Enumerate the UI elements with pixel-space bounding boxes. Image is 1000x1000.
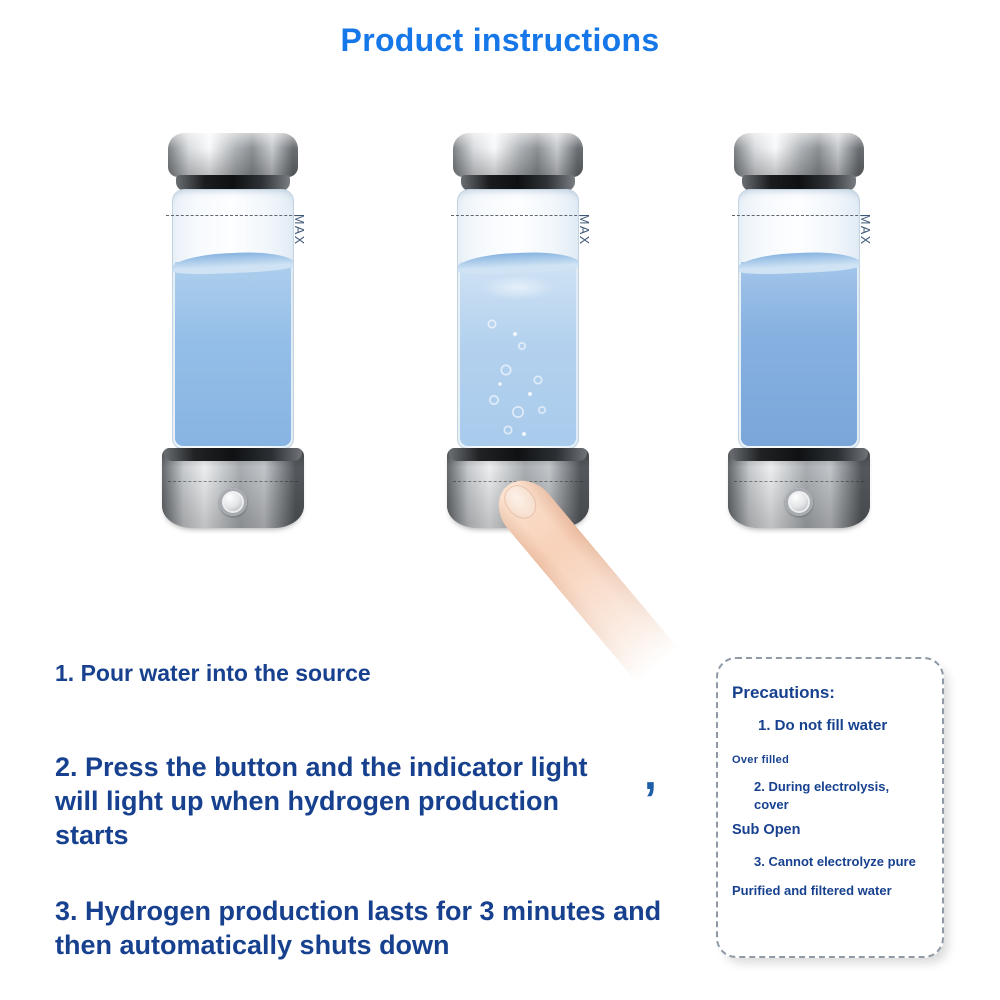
bottle-glass-body — [172, 189, 294, 449]
max-label: MAX — [858, 214, 872, 246]
precaution-line-purified: Purified and filtered water — [732, 883, 892, 899]
precautions-box — [716, 657, 944, 958]
bottle-glass-body — [738, 189, 860, 449]
water-fill-bubbling — [460, 262, 576, 446]
bottle-1 — [160, 128, 306, 530]
instruction-step-1: 1. Pour water into the source — [55, 660, 371, 686]
instruction-step-3: 3. Hydrogen production lasts for 3 minutes and then automatically shuts down — [55, 896, 662, 961]
water-fill — [741, 262, 857, 446]
precaution-line-2: 2. During electrolysis, cover — [754, 779, 890, 812]
fingernail — [498, 479, 543, 525]
instruction-step-2: 2. Press the button and the indicator light will light up when hydrogen production starts — [55, 752, 588, 851]
precaution-line-sub-open: Sub Open — [732, 822, 801, 839]
power-button-icon — [219, 488, 247, 516]
max-label: MAX — [292, 214, 306, 246]
max-fill-dashed-line — [732, 215, 868, 216]
power-button-icon — [785, 488, 813, 516]
max-fill-dashed-line — [451, 215, 587, 216]
bottle-3 — [726, 128, 872, 530]
bottle-2 — [445, 128, 591, 530]
page-title: Product instructions — [340, 22, 660, 58]
bottle-base — [162, 448, 304, 528]
bottle-cap — [734, 133, 864, 177]
bottle-base — [728, 448, 870, 528]
max-label: MAX — [577, 214, 591, 246]
decorative-comma: , — [644, 747, 657, 799]
water-fill — [175, 262, 291, 446]
precautions-heading: Precautions: — [732, 683, 835, 702]
precaution-line-3: 3. Cannot electrolyze pure — [754, 854, 916, 870]
bottle-cap — [168, 133, 298, 177]
precaution-line-1: 1. Do not fill water — [758, 717, 888, 734]
bottle-cap — [453, 133, 583, 177]
bottle-glass-body — [457, 189, 579, 449]
max-fill-dashed-line — [166, 215, 302, 216]
precaution-line-overfilled: Over filled — [732, 754, 790, 766]
